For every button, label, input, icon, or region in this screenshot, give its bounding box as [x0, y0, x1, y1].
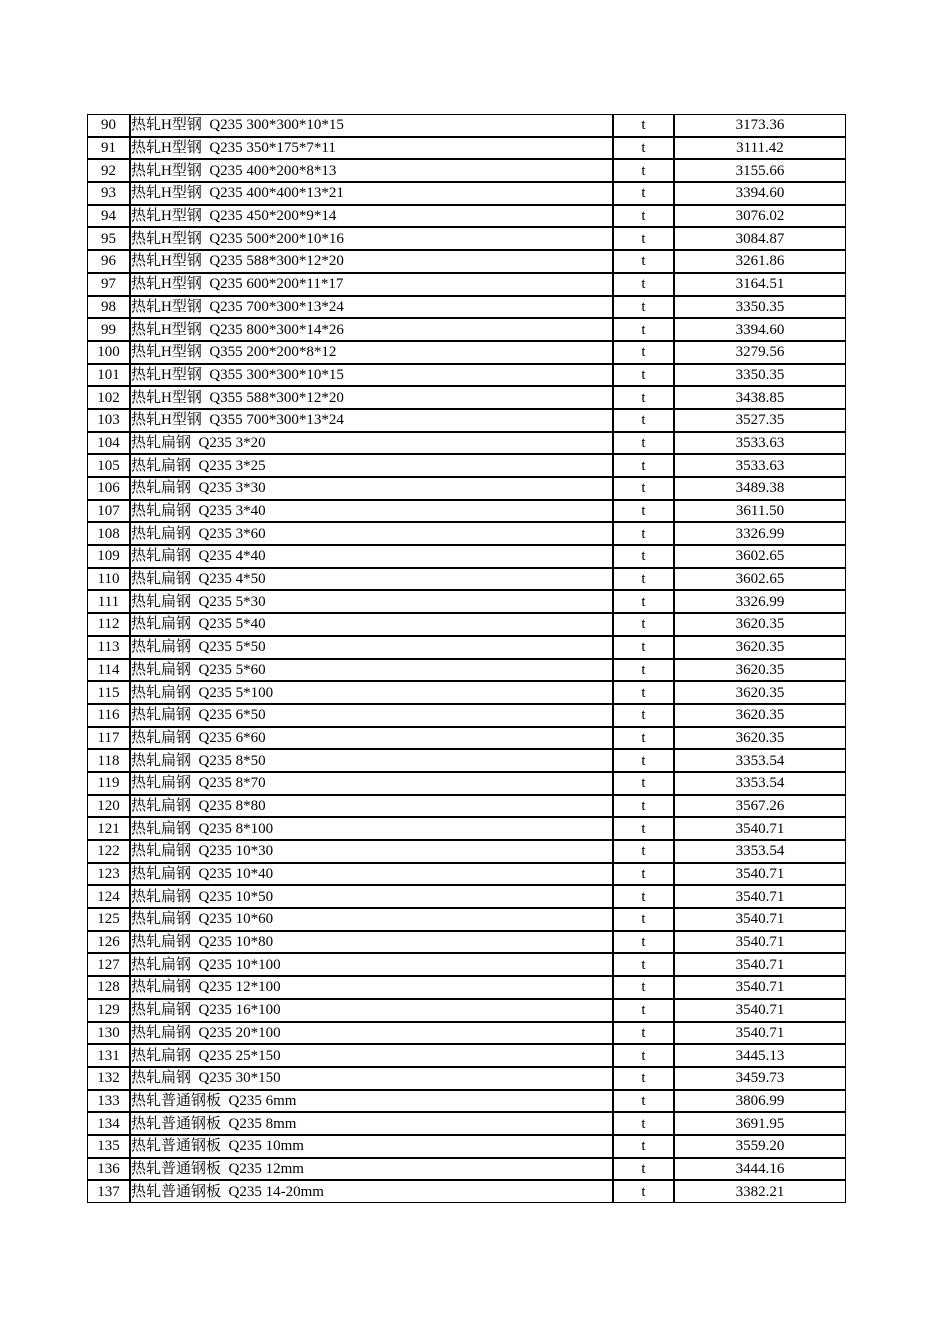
price-cell: 3350.35	[674, 296, 846, 319]
unit-cell: t	[613, 341, 674, 364]
row-number-cell: 114	[87, 659, 130, 682]
item-description-cell: 热轧H型钢 Q235 400*400*13*21	[130, 182, 613, 205]
row-number-cell: 92	[87, 159, 130, 182]
row-number-cell: 125	[87, 908, 130, 931]
unit-cell: t	[613, 159, 674, 182]
item-description-cell: 热轧扁钢 Q235 10*30	[130, 840, 613, 863]
row-number-cell: 136	[87, 1158, 130, 1181]
unit-cell: t	[613, 1112, 674, 1135]
table-row	[87, 817, 846, 840]
item-description-cell: 热轧扁钢 Q235 25*150	[130, 1044, 613, 1067]
price-cell: 3261.86	[674, 250, 846, 273]
table-row	[87, 500, 846, 523]
unit-cell: t	[613, 364, 674, 387]
row-number-cell: 132	[87, 1067, 130, 1090]
table-row	[87, 885, 846, 908]
item-description-cell: 热轧扁钢 Q235 3*25	[130, 454, 613, 477]
row-number-cell: 137	[87, 1180, 130, 1203]
price-cell: 3353.54	[674, 749, 846, 772]
unit-cell: t	[613, 205, 674, 228]
unit-cell: t	[613, 250, 674, 273]
item-description-cell: 热轧H型钢 Q235 700*300*13*24	[130, 296, 613, 319]
price-cell: 3567.26	[674, 795, 846, 818]
price-cell: 3444.16	[674, 1158, 846, 1181]
table-row	[87, 999, 846, 1022]
table-row	[87, 749, 846, 772]
table-row	[87, 1067, 846, 1090]
unit-cell: t	[613, 772, 674, 795]
table-row	[87, 454, 846, 477]
row-number-cell: 110	[87, 568, 130, 591]
item-description-cell: 热轧扁钢 Q235 4*50	[130, 568, 613, 591]
unit-cell: t	[613, 590, 674, 613]
row-number-cell: 120	[87, 795, 130, 818]
price-cell: 3173.36	[674, 114, 846, 137]
row-number-cell: 108	[87, 522, 130, 545]
price-cell: 3353.54	[674, 840, 846, 863]
price-cell: 3533.63	[674, 454, 846, 477]
unit-cell: t	[613, 681, 674, 704]
unit-cell: t	[613, 1090, 674, 1113]
table-row	[87, 704, 846, 727]
table-row	[87, 659, 846, 682]
row-number-cell: 94	[87, 205, 130, 228]
unit-cell: t	[613, 568, 674, 591]
price-cell: 3620.35	[674, 636, 846, 659]
table-row	[87, 273, 846, 296]
row-number-cell: 117	[87, 727, 130, 750]
table-row	[87, 182, 846, 205]
unit-cell: t	[613, 953, 674, 976]
row-number-cell: 127	[87, 953, 130, 976]
item-description-cell: 热轧扁钢 Q235 3*60	[130, 522, 613, 545]
row-number-cell: 103	[87, 409, 130, 432]
unit-cell: t	[613, 273, 674, 296]
table-row	[87, 1135, 846, 1158]
price-cell: 3540.71	[674, 1022, 846, 1045]
row-number-cell: 124	[87, 885, 130, 908]
price-cell: 3527.35	[674, 409, 846, 432]
price-cell: 3540.71	[674, 908, 846, 931]
table-row	[87, 1022, 846, 1045]
table-row	[87, 522, 846, 545]
item-description-cell: 热轧H型钢 Q235 300*300*10*15	[130, 114, 613, 137]
row-number-cell: 96	[87, 250, 130, 273]
price-cell: 3459.73	[674, 1067, 846, 1090]
item-description-cell: 热轧扁钢 Q235 8*70	[130, 772, 613, 795]
price-cell: 3602.65	[674, 568, 846, 591]
item-description-cell: 热轧扁钢 Q235 30*150	[130, 1067, 613, 1090]
row-number-cell: 109	[87, 545, 130, 568]
item-description-cell: 热轧扁钢 Q235 5*50	[130, 636, 613, 659]
item-description-cell: 热轧普通钢板 Q235 6mm	[130, 1090, 613, 1113]
price-cell: 3620.35	[674, 681, 846, 704]
row-number-cell: 102	[87, 386, 130, 409]
item-description-cell: 热轧H型钢 Q355 588*300*12*20	[130, 386, 613, 409]
price-cell: 3084.87	[674, 227, 846, 250]
table-row	[87, 364, 846, 387]
table-row	[87, 409, 846, 432]
table-row	[87, 545, 846, 568]
price-cell: 3806.99	[674, 1090, 846, 1113]
unit-cell: t	[613, 840, 674, 863]
table-row	[87, 908, 846, 931]
unit-cell: t	[613, 749, 674, 772]
price-cell: 3353.54	[674, 772, 846, 795]
row-number-cell: 100	[87, 341, 130, 364]
unit-cell: t	[613, 727, 674, 750]
table-row	[87, 205, 846, 228]
table-row	[87, 227, 846, 250]
unit-cell: t	[613, 1158, 674, 1181]
price-cell: 3489.38	[674, 477, 846, 500]
row-number-cell: 119	[87, 772, 130, 795]
row-number-cell: 93	[87, 182, 130, 205]
table-row	[87, 114, 846, 137]
unit-cell: t	[613, 454, 674, 477]
row-number-cell: 98	[87, 296, 130, 319]
table-row	[87, 795, 846, 818]
unit-cell: t	[613, 409, 674, 432]
row-number-cell: 105	[87, 454, 130, 477]
table-row	[87, 1158, 846, 1181]
table-row	[87, 477, 846, 500]
row-number-cell: 106	[87, 477, 130, 500]
item-description-cell: 热轧扁钢 Q235 12*100	[130, 976, 613, 999]
price-cell: 3438.85	[674, 386, 846, 409]
item-description-cell: 热轧H型钢 Q235 600*200*11*17	[130, 273, 613, 296]
table-row	[87, 953, 846, 976]
price-cell: 3620.35	[674, 727, 846, 750]
item-description-cell: 热轧扁钢 Q235 10*80	[130, 931, 613, 954]
item-description-cell: 热轧普通钢板 Q235 14-20mm	[130, 1180, 613, 1203]
item-description-cell: 热轧扁钢 Q235 16*100	[130, 999, 613, 1022]
item-description-cell: 热轧扁钢 Q235 3*20	[130, 432, 613, 455]
price-cell: 3620.35	[674, 613, 846, 636]
price-cell: 3540.71	[674, 999, 846, 1022]
row-number-cell: 134	[87, 1112, 130, 1135]
item-description-cell: 热轧扁钢 Q235 6*50	[130, 704, 613, 727]
item-description-cell: 热轧H型钢 Q235 400*200*8*13	[130, 159, 613, 182]
item-description-cell: 热轧H型钢 Q235 500*200*10*16	[130, 227, 613, 250]
item-description-cell: 热轧H型钢 Q235 588*300*12*20	[130, 250, 613, 273]
table-row	[87, 613, 846, 636]
unit-cell: t	[613, 1022, 674, 1045]
price-cell: 3540.71	[674, 976, 846, 999]
item-description-cell: 热轧扁钢 Q235 5*100	[130, 681, 613, 704]
unit-cell: t	[613, 522, 674, 545]
unit-cell: t	[613, 613, 674, 636]
unit-cell: t	[613, 1180, 674, 1203]
price-cell: 3611.50	[674, 500, 846, 523]
row-number-cell: 115	[87, 681, 130, 704]
table-row	[87, 250, 846, 273]
price-cell: 3620.35	[674, 659, 846, 682]
unit-cell: t	[613, 931, 674, 954]
unit-cell: t	[613, 477, 674, 500]
price-cell: 3540.71	[674, 863, 846, 886]
item-description-cell: 热轧扁钢 Q235 10*60	[130, 908, 613, 931]
unit-cell: t	[613, 704, 674, 727]
row-number-cell: 101	[87, 364, 130, 387]
table-row	[87, 296, 846, 319]
row-number-cell: 126	[87, 931, 130, 954]
price-cell: 3326.99	[674, 522, 846, 545]
item-description-cell: 热轧普通钢板 Q235 10mm	[130, 1135, 613, 1158]
row-number-cell: 91	[87, 137, 130, 160]
unit-cell: t	[613, 182, 674, 205]
table-row	[87, 341, 846, 364]
unit-cell: t	[613, 545, 674, 568]
table-row	[87, 727, 846, 750]
row-number-cell: 133	[87, 1090, 130, 1113]
unit-cell: t	[613, 817, 674, 840]
item-description-cell: 热轧H型钢 Q235 350*175*7*11	[130, 137, 613, 160]
item-description-cell: 热轧扁钢 Q235 20*100	[130, 1022, 613, 1045]
price-cell: 3382.21	[674, 1180, 846, 1203]
price-cell: 3279.56	[674, 341, 846, 364]
row-number-cell: 121	[87, 817, 130, 840]
table-row	[87, 976, 846, 999]
table-row	[87, 590, 846, 613]
item-description-cell: 热轧扁钢 Q235 10*50	[130, 885, 613, 908]
table-row	[87, 1112, 846, 1135]
table-row	[87, 318, 846, 341]
row-number-cell: 95	[87, 227, 130, 250]
unit-cell: t	[613, 137, 674, 160]
row-number-cell: 111	[87, 590, 130, 613]
table-row	[87, 159, 846, 182]
row-number-cell: 123	[87, 863, 130, 886]
price-cell: 3155.66	[674, 159, 846, 182]
item-description-cell: 热轧扁钢 Q235 3*40	[130, 500, 613, 523]
unit-cell: t	[613, 386, 674, 409]
price-cell: 3691.95	[674, 1112, 846, 1135]
price-cell: 3394.60	[674, 318, 846, 341]
price-cell: 3533.63	[674, 432, 846, 455]
price-cell: 3540.71	[674, 885, 846, 908]
row-number-cell: 112	[87, 613, 130, 636]
item-description-cell: 热轧扁钢 Q235 5*60	[130, 659, 613, 682]
row-number-cell: 129	[87, 999, 130, 1022]
item-description-cell: 热轧普通钢板 Q235 8mm	[130, 1112, 613, 1135]
price-cell: 3164.51	[674, 273, 846, 296]
unit-cell: t	[613, 659, 674, 682]
table-row	[87, 1044, 846, 1067]
price-cell: 3326.99	[674, 590, 846, 613]
table-row	[87, 636, 846, 659]
table-row	[87, 863, 846, 886]
item-description-cell: 热轧普通钢板 Q235 12mm	[130, 1158, 613, 1181]
row-number-cell: 97	[87, 273, 130, 296]
table-row	[87, 137, 846, 160]
row-number-cell: 99	[87, 318, 130, 341]
price-cell: 3076.02	[674, 205, 846, 228]
price-cell: 3445.13	[674, 1044, 846, 1067]
item-description-cell: 热轧H型钢 Q355 700*300*13*24	[130, 409, 613, 432]
unit-cell: t	[613, 908, 674, 931]
price-cell: 3350.35	[674, 364, 846, 387]
unit-cell: t	[613, 885, 674, 908]
table-row	[87, 1090, 846, 1113]
item-description-cell: 热轧扁钢 Q235 4*40	[130, 545, 613, 568]
unit-cell: t	[613, 999, 674, 1022]
item-description-cell: 热轧扁钢 Q235 5*40	[130, 613, 613, 636]
unit-cell: t	[613, 636, 674, 659]
row-number-cell: 128	[87, 976, 130, 999]
table-row	[87, 568, 846, 591]
unit-cell: t	[613, 1044, 674, 1067]
item-description-cell: 热轧H型钢 Q235 800*300*14*26	[130, 318, 613, 341]
table-row	[87, 681, 846, 704]
row-number-cell: 118	[87, 749, 130, 772]
item-description-cell: 热轧扁钢 Q235 10*100	[130, 953, 613, 976]
unit-cell: t	[613, 1067, 674, 1090]
item-description-cell: 热轧H型钢 Q235 450*200*9*14	[130, 205, 613, 228]
row-number-cell: 90	[87, 114, 130, 137]
price-cell: 3540.71	[674, 931, 846, 954]
unit-cell: t	[613, 114, 674, 137]
price-cell: 3540.71	[674, 817, 846, 840]
unit-cell: t	[613, 863, 674, 886]
row-number-cell: 113	[87, 636, 130, 659]
table-row	[87, 432, 846, 455]
item-description-cell: 热轧扁钢 Q235 8*80	[130, 795, 613, 818]
table-row	[87, 840, 846, 863]
row-number-cell: 122	[87, 840, 130, 863]
item-description-cell: 热轧扁钢 Q235 8*100	[130, 817, 613, 840]
table-row	[87, 1180, 846, 1203]
unit-cell: t	[613, 1135, 674, 1158]
item-description-cell: 热轧扁钢 Q235 10*40	[130, 863, 613, 886]
unit-cell: t	[613, 296, 674, 319]
unit-cell: t	[613, 318, 674, 341]
price-cell: 3559.20	[674, 1135, 846, 1158]
table-row	[87, 386, 846, 409]
row-number-cell: 116	[87, 704, 130, 727]
row-number-cell: 130	[87, 1022, 130, 1045]
price-cell: 3540.71	[674, 953, 846, 976]
unit-cell: t	[613, 432, 674, 455]
unit-cell: t	[613, 500, 674, 523]
row-number-cell: 135	[87, 1135, 130, 1158]
item-description-cell: 热轧H型钢 Q355 200*200*8*12	[130, 341, 613, 364]
price-cell: 3602.65	[674, 545, 846, 568]
item-description-cell: 热轧H型钢 Q355 300*300*10*15	[130, 364, 613, 387]
item-description-cell: 热轧扁钢 Q235 3*30	[130, 477, 613, 500]
unit-cell: t	[613, 227, 674, 250]
table-row	[87, 931, 846, 954]
unit-cell: t	[613, 976, 674, 999]
row-number-cell: 104	[87, 432, 130, 455]
row-number-cell: 131	[87, 1044, 130, 1067]
table-row	[87, 772, 846, 795]
item-description-cell: 热轧扁钢 Q235 8*50	[130, 749, 613, 772]
unit-cell: t	[613, 795, 674, 818]
row-number-cell: 107	[87, 500, 130, 523]
price-cell: 3394.60	[674, 182, 846, 205]
price-cell: 3111.42	[674, 137, 846, 160]
price-cell: 3620.35	[674, 704, 846, 727]
item-description-cell: 热轧扁钢 Q235 5*30	[130, 590, 613, 613]
price-table-body	[87, 114, 846, 1203]
item-description-cell: 热轧扁钢 Q235 6*60	[130, 727, 613, 750]
price-table	[87, 114, 846, 1203]
